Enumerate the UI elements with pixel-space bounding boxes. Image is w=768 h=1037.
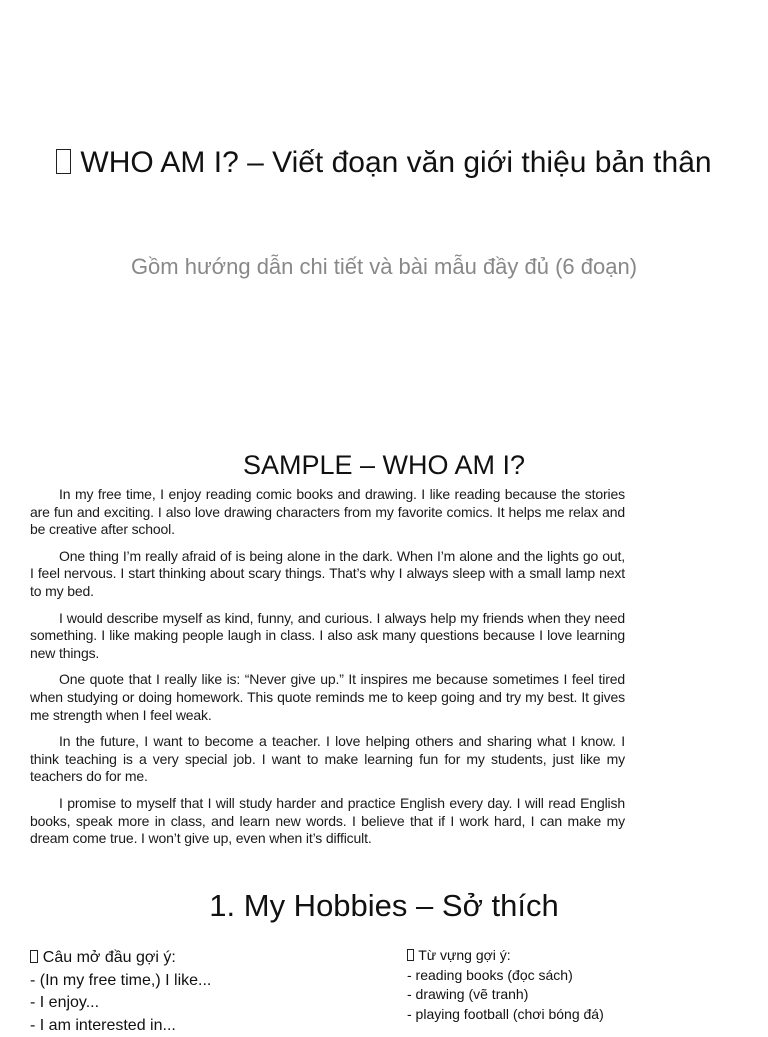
sample-essay <box>30 486 625 857</box>
essay-paragraph-3: I would describe myself as kind, funny, and curious. I always help my friends when they need something. I like making people laugh in class. I also ask many questions because I love learning new things. <box>30 610 625 663</box>
vocabulary-suggestions <box>407 946 737 1024</box>
page-title <box>40 142 728 184</box>
essay-paragraph-2: One thing I’m really afraid of is being alone in the dark. When I’m alone and the lights go out, I feel nervous. I start thinking about scary things. That’s why I always sleep with a small lamp next to my bed. <box>30 548 625 601</box>
essay-paragraph-1: In my free time, I enjoy reading comic books and drawing. I like reading because the stories are fun and exciting. I also love drawing characters from my favorite comics. It helps me relax and be creative after school. <box>30 486 625 539</box>
section-heading-hobbies: 1. My Hobbies – Sở thích <box>40 886 728 926</box>
essay-paragraph-5: In the future, I want to become a teacher. I love helping others and sharing what I know. I think teaching is a very special job. I want to make learning fun for my students, just like my teachers do for me. <box>30 733 625 786</box>
missing-glyph-icon <box>56 149 71 175</box>
sample-heading: SAMPLE – WHO AM I? <box>40 448 728 482</box>
sentence-starters-label-text: Câu mở đầu gợi ý: <box>43 949 176 966</box>
vocabulary-item: - drawing (vẽ tranh) <box>407 985 737 1005</box>
vocabulary-label <box>407 946 737 966</box>
starter-item: - I am interested in... <box>30 1015 360 1037</box>
missing-glyph-icon <box>30 950 38 964</box>
starter-item: - I enjoy... <box>30 992 360 1015</box>
vocabulary-item: - reading books (đọc sách) <box>407 966 737 986</box>
vocabulary-label-text: Từ vựng gợi ý: <box>418 947 511 963</box>
sentence-starters-label <box>30 947 360 970</box>
essay-paragraph-4: One quote that I really like is: “Never give up.” It inspires me because sometimes I feel tired when studying or doing homework. This quote reminds me to keep going and try my best. It gives me strength when I feel weak. <box>30 671 625 724</box>
starter-item: - (In my free time,) I like... <box>30 970 360 993</box>
vocabulary-item: - playing football (chơi bóng đá) <box>407 1005 737 1025</box>
missing-glyph-icon <box>407 949 414 961</box>
page-subtitle: Gồm hướng dẫn chi tiết và bài mẫu đầy đủ (6 đoạn) <box>120 251 648 282</box>
page-title-text: WHO AM I? – Viết đoạn văn giới thiệu bản thân <box>80 146 711 179</box>
essay-paragraph-6: I promise to myself that I will study harder and practice English every day. I will read English books, speak more in class, and learn new words. I believe that if I work hard, I can make my dream come true. I won’t give up, even when it’s difficult. <box>30 795 625 848</box>
